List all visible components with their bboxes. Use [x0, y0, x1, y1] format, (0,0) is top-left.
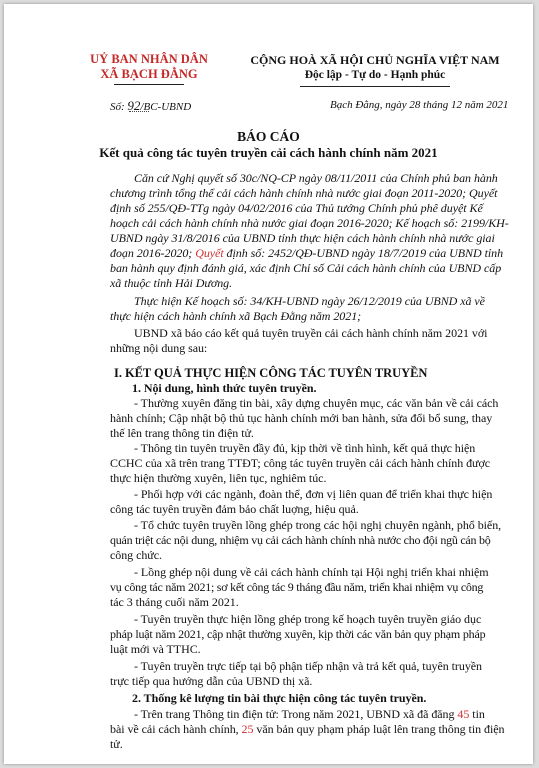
- body-line: - Thường xuyên đăng tin bài, xây dựng chuyên mục, các văn bản về cải cách: [134, 396, 499, 410]
- document-reference: [110, 98, 191, 114]
- basis-line: Thực hiện Kế hoạch số: 34/KH-UBND ngày 26/12/2019 của UBND xã về: [134, 294, 485, 308]
- news-count: 45: [457, 707, 470, 721]
- country-name: CỘNG HOÀ XÃ HỘI CHỦ NGHĨA VIỆT NAM: [250, 53, 500, 67]
- ref-suffix: /BC-UBND: [140, 101, 192, 113]
- stats-line: - Trên trang Thông tin điện tử: Trong năm 2021, UBND xã đã đăng 45 tin: [134, 707, 485, 721]
- ref-number: 92: [127, 98, 141, 113]
- stats-line: tử.: [110, 737, 123, 751]
- body-line: thực hiện thường xuyên, liên tục, nghiêm túc.: [110, 471, 327, 485]
- basis-line: định số 255/QĐ-TTg ngày 04/02/2016 của Thủ tướng Chính phủ phê duyệt Kế: [110, 201, 483, 215]
- subsection-heading: 2. Thống kê lượng tin bài thực hiện công tác tuyên truyền.: [132, 691, 427, 705]
- intro-line: những nội dung sau:: [110, 341, 208, 355]
- section-heading: I. KẾT QUẢ THỰC HIỆN CÔNG TÁC TUYÊN TRUYỀN: [114, 366, 428, 380]
- national-motto: Độc lập - Tự do - Hạnh phúc: [304, 69, 446, 81]
- highlighted-word: Quyết: [195, 246, 224, 260]
- basis-line: thực hiện cách hành chính xã Bạch Đằng năm 2021;: [110, 309, 362, 323]
- body-line: pháp luật năm 2021, cập nhật thường xuyên, kịp thời các văn bản quy phạm pháp: [110, 627, 486, 641]
- document-title: BÁO CÁO: [237, 129, 300, 144]
- agency-name-line2: XÃ BẠCH ĐẰNG: [100, 67, 198, 81]
- basis-line: Căn cứ Nghị quyết số 30c/NQ-CP ngày 08/11/2011 của Chính phủ ban hành: [134, 171, 498, 185]
- stats-line: bài về cải cách hành chính, 25 văn bản quy phạm pháp luật lên trang thông tin điện: [110, 722, 505, 736]
- body-line: - Tổ chức tuyên truyền lồng ghép trong các hội nghị chuyên ngành, phổ biến,: [134, 518, 502, 532]
- ref-number-dots: [129, 111, 149, 112]
- document-subject: Kết quả công tác tuyên truyền cải cách hành chính năm 2021: [99, 145, 438, 160]
- motto-underline: [300, 86, 450, 87]
- subsection-heading: 1. Nội dung, hình thức tuyên truyền.: [132, 381, 317, 395]
- body-line: vụ công tác năm 2021; sơ kết công tác 9 tháng đầu năm, triển khai nhiệm vụ công: [110, 580, 484, 594]
- agency-underline: [114, 84, 184, 85]
- ref-prefix: Số:: [110, 101, 125, 113]
- body-line: - Thông tin tuyên truyền đầy đủ, kịp thời về tình hình, kết quả thực hiện: [134, 441, 476, 455]
- body-line: trực tiếp qua hướng dẫn của UBND thị xã.: [110, 674, 313, 688]
- agency-name-line1: UỶ BAN NHÂN DÂN: [90, 52, 208, 66]
- body-line: - Phối hợp với các ngành, đoàn thể, đơn vị liên quan để triển khai thực hiện: [134, 487, 493, 501]
- basis-line: UBND ngày 31/8/2016 của UBND tỉnh thực hiện cách hành chính nhà nước giai: [110, 231, 495, 245]
- document-count: 25: [241, 722, 254, 736]
- body-line: thế lên trang thông tin điện tử.: [110, 426, 254, 440]
- body-line: - Lồng ghép nội dung về cải cách hành chính tại Hội nghị triển khai nhiệm: [134, 565, 489, 579]
- body-line: - Tuyên truyền trực tiếp tại bộ phận tiếp nhận và trả kết quả, tuyên truyền: [134, 659, 483, 673]
- body-line: tác 3 tháng cuối năm 2021.: [110, 595, 239, 609]
- body-line: - Tuyên truyền thực hiện lồng ghép trong kế hoạch tuyên truyền giáo dục: [134, 612, 482, 626]
- basis-line: hoạch cải cách hành chính nhà nước giai đoạn 2016-2020; Kế hoạch số: 2199/KH-: [110, 216, 509, 230]
- body-line: công tác tuyên truyền đảm bảo chất luợng, hiệu quả.: [110, 502, 359, 516]
- basis-line: đoạn 2016-2020; Quyết định số: 2452/QĐ-UBND ngày 18/7/2019 của UBND tỉnh: [110, 246, 504, 260]
- body-line: công chức.: [110, 548, 162, 562]
- intro-line: UBND xã báo cáo kết quả tuyên truyền cải cách hành chính năm 2021 với: [134, 326, 488, 340]
- document-page: [4, 4, 533, 764]
- basis-line: chương trình tổng thể cải cách hành chính nhà nước giai đoạn 2011-2020; Quyết: [110, 186, 498, 200]
- basis-line: ban hành quy định đánh giá, xác định Chỉ số Cải cách hành chính của UBND cấp: [110, 261, 502, 275]
- document-date: Bạch Đằng, ngày 28 tháng 12 năm 2021: [330, 99, 509, 111]
- body-line: luật mới và TTHC.: [110, 642, 201, 656]
- body-line: quán triệt các nội dung, nhiệm vụ cải cách hành chính nhà nước cho đội ngũ cán bộ: [110, 533, 491, 547]
- basis-line: xã thuộc tỉnh Hải Dương.: [110, 276, 233, 290]
- body-line: hành chính; Cập nhật bộ thủ tục hành chính mới ban hành, sửa đổi bổ sung, thay: [110, 411, 493, 425]
- body-line: CCHC của xã trên trang TTĐT; công tác tuyên truyền cải cách hành chính được: [110, 456, 491, 470]
